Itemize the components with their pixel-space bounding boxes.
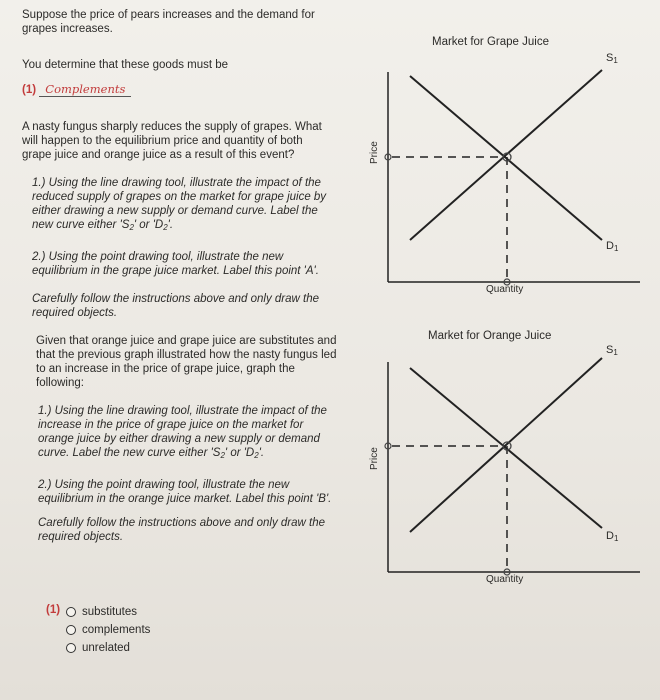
text-segment: '. (258, 447, 265, 459)
scenario-line: grape juice and orange juice as a result of this event? (22, 149, 295, 161)
subscript: 1 (613, 244, 619, 253)
chart-title: Market for Orange Juice (428, 330, 552, 342)
intro-line: to an increase in the price of grape juice, graph the (36, 363, 295, 375)
instruction-line (32, 218, 372, 235)
instruction-line: equilibrium in the grape juice market. Label this point 'A'. (32, 265, 319, 277)
radio-button[interactable] (66, 643, 76, 653)
note-line: Carefully follow the instructions above and only draw the (38, 517, 326, 529)
orange-step1 (38, 404, 378, 463)
note-line: Carefully follow the instructions above and only draw the (32, 293, 320, 305)
grape-careful-note (32, 292, 372, 320)
subscript: 2 (163, 223, 168, 232)
y-axis-label: Price (369, 141, 380, 164)
note-line: required objects. (32, 307, 118, 319)
subscript: 2 (129, 223, 134, 232)
option-label: substitutes (82, 606, 137, 618)
radio-button[interactable] (66, 607, 76, 617)
intro-line: Suppose the price of pears increases and the demand for (22, 9, 315, 21)
orange-careful-note (38, 516, 378, 544)
answer-line (22, 82, 362, 97)
subscript: 1 (613, 534, 619, 543)
subscript: 2 (254, 451, 259, 460)
subscript: 1 (613, 56, 618, 65)
instruction-line: orange juice by either drawing a new supply or demand (38, 433, 320, 445)
handwritten-answer: Complements (39, 82, 131, 97)
intro-line: grapes increases. (22, 23, 113, 35)
grape-step1 (32, 176, 372, 235)
supply-letter: S (606, 52, 614, 64)
demand-label (606, 530, 618, 543)
y-axis-label: Price (369, 447, 380, 470)
demand-letter: D (606, 530, 614, 542)
subscript: 2 (220, 451, 225, 460)
option-unrelated[interactable] (66, 640, 130, 656)
supply-label (606, 52, 618, 65)
question-prompt: You determine that these goods must be (22, 59, 229, 71)
intro-line: Given that orange juice and grape juice are substitutes and (36, 335, 337, 347)
answer-index: (1) (22, 84, 37, 96)
question-intro (22, 8, 362, 36)
demand-label (606, 240, 618, 253)
options-index: (1) (46, 604, 61, 616)
x-axis-label: Quantity (486, 574, 524, 585)
option-substitutes[interactable] (66, 604, 137, 620)
orange-step2 (38, 478, 378, 506)
subscript: 1 (613, 348, 618, 357)
radio-button[interactable] (66, 625, 76, 635)
instruction-line: 1.) Using the line drawing tool, illustrate the impact of the (32, 177, 321, 189)
instruction-line: either drawing a new supply or demand curve. Label the (32, 205, 318, 217)
grape-step2 (32, 250, 372, 278)
scenario-line: A nasty fungus sharply reduces the supply of grapes. What (22, 121, 322, 133)
text-segment: ' or 'D (133, 219, 164, 231)
chart-title: Market for Grape Juice (432, 36, 549, 48)
intro-line: that the previous graph illustrated how the nasty fungus led (36, 349, 337, 361)
instruction-line: 1.) Using the line drawing tool, illustrate the impact of the (38, 405, 327, 417)
option-label: complements (82, 624, 151, 636)
instruction-line: 2.) Using the point drawing tool, illustrate the new (38, 479, 290, 491)
instruction-line: reduced supply of grapes on the market for grape juice by (32, 191, 327, 203)
instruction-line: 2.) Using the point drawing tool, illustrate the new (32, 251, 284, 263)
supply-label (606, 344, 618, 357)
supply-letter: S (606, 344, 614, 356)
text-segment: '. (167, 219, 174, 231)
instruction-line (38, 446, 378, 463)
text-segment: ' or 'D (224, 447, 255, 459)
scenario-line: will happen to the equilibrium price and quantity of both (22, 135, 303, 147)
orange-intro (36, 334, 376, 390)
scenario-text (22, 120, 362, 162)
option-complements[interactable] (66, 622, 150, 638)
note-line: required objects. (38, 531, 124, 543)
instruction-line: increase in the price of grape juice on the market for (38, 419, 304, 431)
demand-letter: D (606, 240, 614, 252)
intro-line: following: (36, 377, 84, 389)
text-segment: new curve either 'S (32, 219, 130, 231)
option-label: unrelated (82, 642, 130, 654)
text-segment: curve. Label the new curve either 'S (38, 447, 221, 459)
x-axis-label: Quantity (486, 284, 524, 295)
instruction-line: equilibrium in the orange juice market. Label this point 'B'. (38, 493, 332, 505)
